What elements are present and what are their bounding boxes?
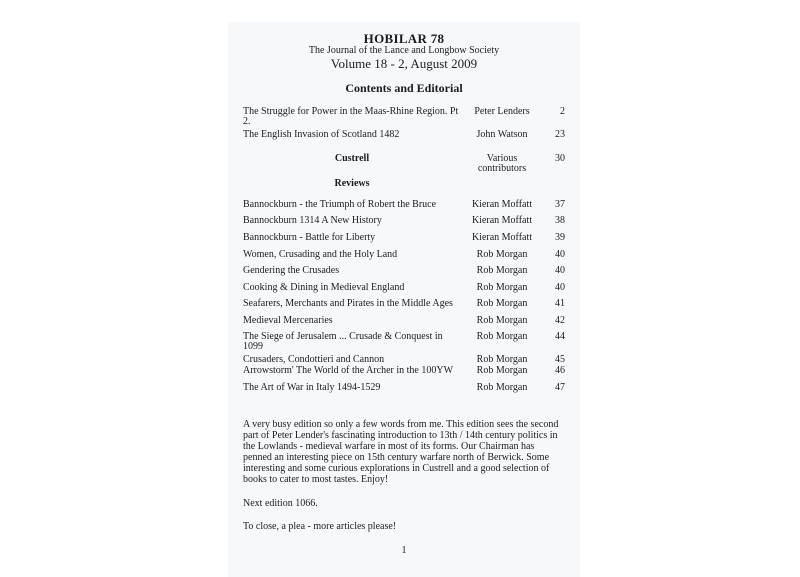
page-number: 1 xyxy=(401,545,407,556)
toc-title: Women, Crusading and the Holy Land xyxy=(243,249,398,260)
reviews-label: Reviews xyxy=(334,178,370,189)
toc-page: 42 xyxy=(555,315,565,326)
toc-page: 38 xyxy=(555,215,565,226)
toc-title: The English Invasion of Scotland 1482 xyxy=(243,129,400,140)
reviews-heading-row xyxy=(243,179,565,191)
toc-title: Arrowstorm' The World of the Archer in the 100YW xyxy=(243,365,454,376)
toc-row xyxy=(243,331,565,352)
toc-title: The Struggle for Power in the Maas-Rhine Region. Pt 2. xyxy=(243,106,459,127)
toc-title: Seafarers, Merchants and Pirates in the Middle Ages xyxy=(243,298,453,309)
toc-author: Kieran Moffatt xyxy=(471,232,533,243)
toc-author: Rob Morgan xyxy=(476,249,528,260)
toc-title: Medieval Mercenaries xyxy=(243,315,333,326)
toc-row-custrell xyxy=(243,153,565,174)
toc-page: 47 xyxy=(555,382,565,393)
closing-plea: To close, a plea - more articles please! xyxy=(243,521,397,532)
toc-page: 40 xyxy=(555,282,565,293)
toc-row xyxy=(243,233,565,245)
toc-title: Gendering the Crusades xyxy=(243,265,340,276)
toc-author: John Watson xyxy=(476,129,528,140)
toc-author: Rob Morgan xyxy=(476,298,528,309)
toc-title: The Siege of Jerusalem ... Crusade & Conquest in 1099 xyxy=(243,331,443,352)
editorial-paragraph: A very busy edition so only a few words from me. This edition sees the second part of Peter Lender's fascinating introduction to 13th / 14th century politics in the Lowlands - medieval warfare in most of its forms. Our Chairman has penned an interesting piece on 15th century warfare north of Berwick. Some interesting and some curious explorations in Custrell and a good selection of books to cater to most tastes. Enjoy! xyxy=(243,419,559,485)
toc-page: 23 xyxy=(555,129,565,140)
toc-row xyxy=(243,130,565,142)
journal-subtitle: The Journal of the Lance and Longbow Society xyxy=(308,45,500,56)
toc-author: Rob Morgan xyxy=(476,315,528,326)
volume-line: Volume 18 - 2, August 2009 xyxy=(330,56,478,71)
toc-page: 41 xyxy=(555,298,565,309)
toc-title: Crusaders, Condottieri and Cannon xyxy=(243,354,385,365)
toc-page: 2 xyxy=(560,106,565,117)
toc-title: The Art of War in Italy 1494-1529 xyxy=(243,382,381,393)
toc-author: Rob Morgan xyxy=(476,282,528,293)
toc-author: Kieran Moffatt xyxy=(471,199,533,210)
toc-page: 37 xyxy=(555,199,565,210)
toc-author: Various contributors xyxy=(477,153,527,174)
toc-page: 45 xyxy=(555,354,565,365)
toc-row xyxy=(243,216,565,228)
journal-title: HOBILAR 78 xyxy=(363,31,445,46)
next-edition-note: Next edition 1066. xyxy=(243,498,318,509)
toc-row xyxy=(243,106,565,127)
toc-row xyxy=(243,366,565,378)
toc-row xyxy=(243,283,565,295)
toc-author: Rob Morgan xyxy=(476,365,528,376)
toc-title: Cooking & Dining in Medieval England xyxy=(243,282,405,293)
toc-page: 40 xyxy=(555,265,565,276)
toc-title: Bannockburn 1314 A New History xyxy=(243,215,382,226)
toc-page: 44 xyxy=(555,331,565,342)
toc-page: 39 xyxy=(555,232,565,243)
toc-author: Rob Morgan xyxy=(476,331,528,342)
toc-row xyxy=(243,200,565,212)
toc-page: 46 xyxy=(555,365,565,376)
toc-row xyxy=(243,316,565,328)
custrell-label: Custrell xyxy=(334,153,370,164)
toc-row xyxy=(243,250,565,262)
toc-row xyxy=(243,266,565,278)
toc-title: Bannockburn - Battle for Liberty xyxy=(243,232,376,243)
toc-author: Peter Lenders xyxy=(474,106,530,117)
toc-row xyxy=(243,383,565,395)
toc-author: Rob Morgan xyxy=(476,354,528,365)
section-heading: Contents and Editorial xyxy=(345,81,463,95)
toc-author: Kieran Moffatt xyxy=(471,215,533,226)
toc-row xyxy=(243,299,565,311)
toc-title: Bannockburn - the Triumph of Robert the Bruce xyxy=(243,199,437,210)
toc-author: Rob Morgan xyxy=(476,265,528,276)
toc-page: 30 xyxy=(555,153,565,164)
toc-author: Rob Morgan xyxy=(476,382,528,393)
toc-page: 40 xyxy=(555,249,565,260)
